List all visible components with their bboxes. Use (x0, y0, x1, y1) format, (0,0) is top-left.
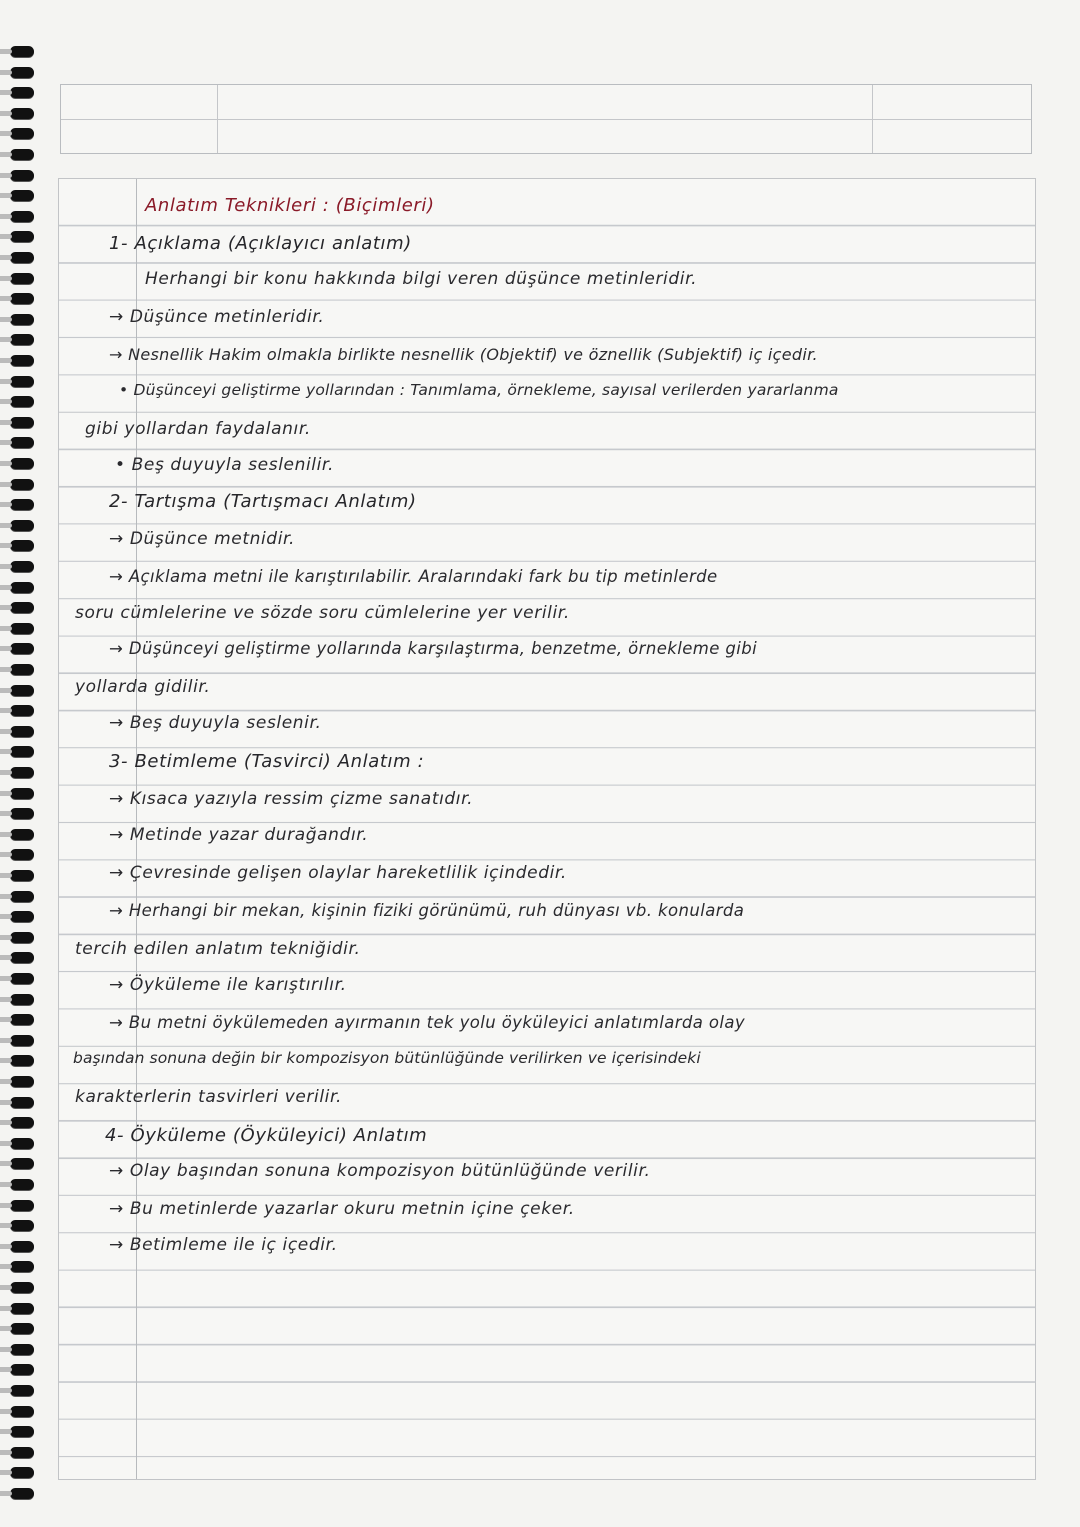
spiral-ring (10, 685, 34, 696)
note-line: → Betimleme ile iç içedir. (109, 1235, 338, 1255)
page-title: Anlatım Teknikleri : (Biçimleri) (145, 195, 435, 216)
spiral-ring (10, 767, 34, 778)
spiral-ring (10, 973, 34, 984)
note-line: → Olay başından sonuna kompozisyon bütünlüğünde verilir. (109, 1161, 651, 1181)
spiral-ring (10, 1282, 34, 1293)
note-line: 4- Öyküleme (Öyküleyici) Anlatım (105, 1125, 428, 1146)
spiral-ring (10, 46, 34, 57)
spiral-ring (10, 726, 34, 737)
note-line: → Çevresinde gelişen olaylar hareketlilik içindedir. (109, 863, 567, 883)
spiral-ring (10, 1200, 34, 1211)
spiral-ring (10, 1344, 34, 1355)
note-line: Herhangi bir konu hakkında bilgi veren düşünce metinleridir. (145, 269, 698, 289)
spiral-ring (10, 479, 34, 490)
note-line: → Düşünce metinleridir. (109, 307, 325, 327)
spiral-ring (10, 396, 34, 407)
note-line: karakterlerin tasvirleri verilir. (75, 1087, 343, 1107)
spiral-ring (10, 128, 34, 139)
spiral-ring (10, 231, 34, 242)
spiral-ring (10, 1467, 34, 1478)
spiral-ring (10, 952, 34, 963)
note-line: → Düşünceyi geliştirme yollarında karşılaştırma, benzetme, örnekleme gibi (109, 639, 758, 658)
note-line: → Bu metinlerde yazarlar okuru metnin içine çeker. (109, 1199, 575, 1219)
spiral-ring (10, 623, 34, 634)
note-line: yollarda gidilir. (75, 677, 211, 697)
spiral-ring (10, 540, 34, 551)
note-line: → Açıklama metni ile karıştırılabilir. Aralarındaki fark bu tip metinlerde (109, 567, 718, 586)
spiral-ring (10, 334, 34, 345)
note-line: → Düşünce metnidir. (109, 529, 296, 549)
note-line: → Kısaca yazıyla ressim çizme sanatıdır. (109, 789, 474, 809)
spiral-ring (10, 911, 34, 922)
spiral-ring (10, 211, 34, 222)
note-line: • Beş duyuyla seslenilir. (115, 455, 334, 475)
spiral-binding (0, 0, 40, 1527)
note-line: → Öyküleme ile karıştırılır. (109, 975, 347, 995)
spiral-ring (10, 1055, 34, 1066)
spiral-ring (10, 67, 34, 78)
spiral-ring (10, 1076, 34, 1087)
spiral-ring (10, 108, 34, 119)
header-divider (217, 85, 218, 153)
note-line: 2- Tartışma (Tartışmacı Anlatım) (109, 491, 417, 512)
note-line: 3- Betimleme (Tasvirci) Anlatım : (109, 751, 425, 772)
spiral-ring (10, 788, 34, 799)
spiral-ring (10, 149, 34, 160)
spiral-ring (10, 664, 34, 675)
spiral-ring (10, 1303, 34, 1314)
spiral-ring (10, 1158, 34, 1169)
spiral-ring (10, 273, 34, 284)
spiral-ring (10, 1179, 34, 1190)
spiral-ring (10, 1323, 34, 1334)
header-divider (61, 119, 1031, 120)
spiral-ring (10, 1220, 34, 1231)
spiral-ring (10, 376, 34, 387)
note-line: → Bu metni öykülemeden ayırmanın tek yolu öyküleyici anlatımlarda olay (109, 1013, 746, 1032)
spiral-ring (10, 808, 34, 819)
spiral-ring (10, 1241, 34, 1252)
spiral-ring (10, 582, 34, 593)
spiral-ring (10, 1097, 34, 1108)
spiral-ring (10, 293, 34, 304)
spiral-ring (10, 849, 34, 860)
spiral-ring (10, 437, 34, 448)
spiral-ring (10, 314, 34, 325)
spiral-ring (10, 705, 34, 716)
note-line: → Beş duyuyla seslenir. (109, 713, 322, 733)
spiral-ring (10, 1426, 34, 1437)
spiral-ring (10, 891, 34, 902)
spiral-ring (10, 746, 34, 757)
spiral-ring (10, 520, 34, 531)
spiral-ring (10, 829, 34, 840)
spiral-ring (10, 561, 34, 572)
note-line: başından sonuna değin bir kompozisyon bütünlüğünde verilirken ve içerisindeki (73, 1049, 701, 1067)
spiral-ring (10, 1488, 34, 1499)
spiral-ring (10, 643, 34, 654)
spiral-ring (10, 1117, 34, 1128)
spiral-ring (10, 1261, 34, 1272)
handwritten-notes (59, 179, 1035, 1479)
spiral-ring (10, 458, 34, 469)
spiral-ring (10, 1364, 34, 1375)
spiral-ring (10, 1447, 34, 1458)
spiral-ring (10, 87, 34, 98)
note-line: → Herhangi bir mekan, kişinin fiziki görünümü, ruh dünyası vb. konularda (109, 901, 745, 920)
note-line: • Düşünceyi geliştirme yollarından : Tanımlama, örnekleme, sayısal verilerden yararlanma (119, 381, 839, 399)
spiral-ring (10, 870, 34, 881)
note-line: soru cümlelerine ve sözde soru cümlelerine yer verilir. (75, 603, 570, 623)
note-line: 1- Açıklama (Açıklayıcı anlatım) (109, 233, 412, 254)
note-line: tercih edilen anlatım tekniğidir. (75, 939, 361, 959)
spiral-ring (10, 190, 34, 201)
spiral-ring (10, 252, 34, 263)
notebook-page (58, 178, 1036, 1480)
note-line: gibi yollardan faydalanır. (85, 419, 311, 439)
spiral-ring (10, 1014, 34, 1025)
spiral-ring (10, 355, 34, 366)
spiral-ring (10, 1406, 34, 1417)
header-divider (872, 85, 873, 153)
spiral-ring (10, 170, 34, 181)
spiral-ring (10, 499, 34, 510)
spiral-ring (10, 994, 34, 1005)
spiral-ring (10, 602, 34, 613)
note-line: → Nesnellik Hakim olmakla birlikte nesnellik (Objektif) ve öznellik (Subjektif) iç içedir. (109, 345, 818, 364)
spiral-ring (10, 417, 34, 428)
spiral-ring (10, 1035, 34, 1046)
header-box (60, 84, 1032, 154)
spiral-ring (10, 1138, 34, 1149)
spiral-ring (10, 1385, 34, 1396)
spiral-ring (10, 932, 34, 943)
note-line: → Metinde yazar durağandır. (109, 825, 369, 845)
